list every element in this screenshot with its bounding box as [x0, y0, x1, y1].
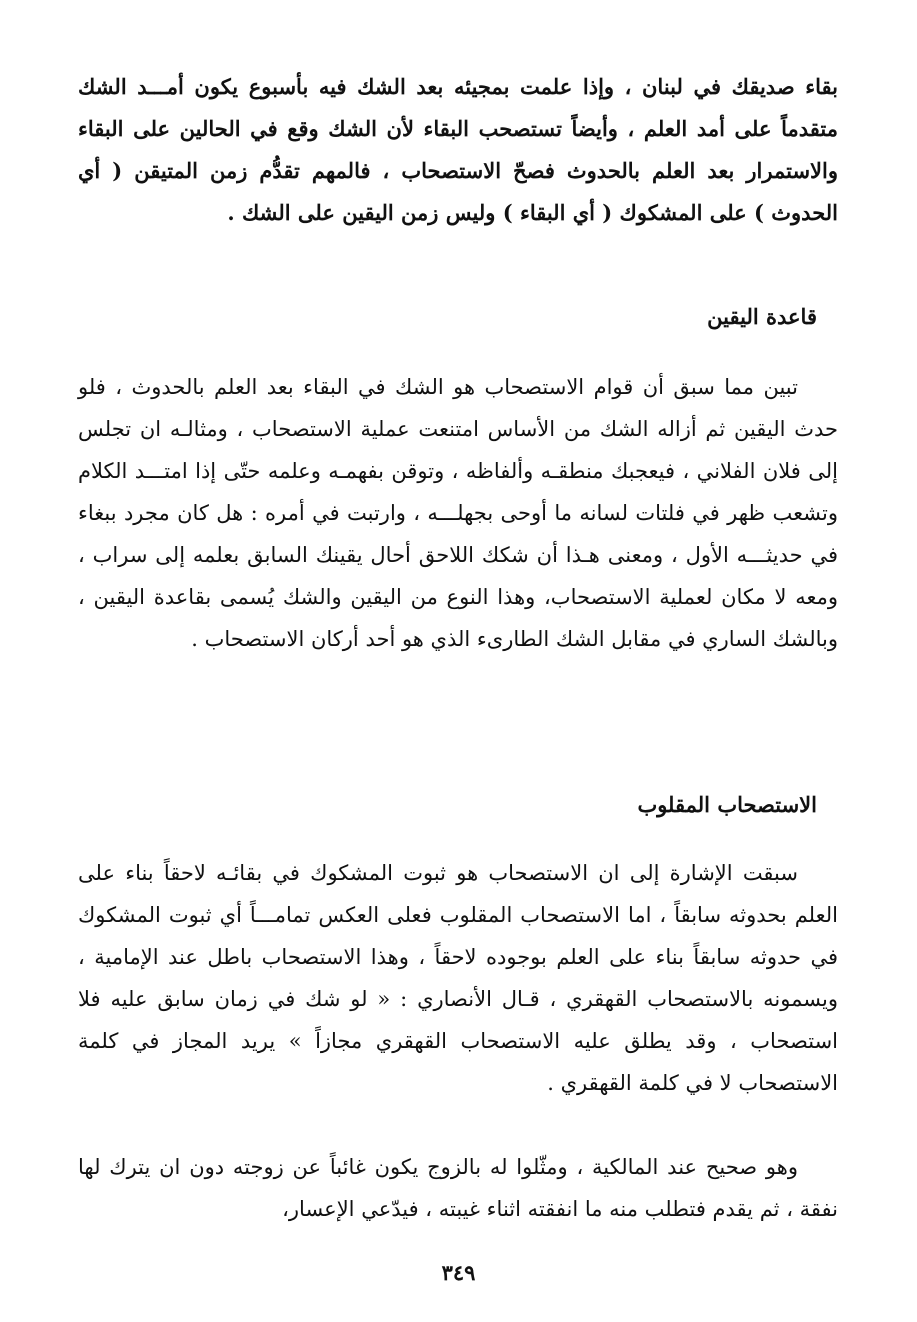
section-heading-inverted-istishab: الاستصحاب المقلوب [637, 792, 817, 817]
paragraph-certainty-rule: تبين مما سبق أن قوام الاستصحاب هو الشك في البقاء بعد العلم بالحدوث ، فلو حدث اليقين ثم أزاله الشك من الأساس امتنعت عملية الاستصحاب ، ومثالـه ان تجلس إلى فلان الفلاني ، فيعجبك منطقـه وألفاظه ، وتوقن بفهمـه وعلمه حتّى إذا امتـــد الكلام وتشعب ظهر في فلتات لسانه ما أوحى بجهلـــه ، وارتبت في أمره : هل كان مجرد ببغاء في حديثـــه الأول ، ومعنى هـذا أن شكك اللاحق أحال يقينك السابق بعلمه إلى سراب ، ومعه لا مكان لعملية الاستصحاب، وهذا النوع من اليقين والشك يُسمى بقاعدة اليقين ، وبالشك الساري في مقابل الشك الطارىء الذي هو أحد أركان الاستصحاب . [78, 375, 838, 651]
paragraph-inverted-istishab: سبقت الإشارة إلى ان الاستصحاب هو ثبوت المشكوك في بقائـه لاحقاً بناء على العلم بحدوثه سابقاً ، اما الاستصحاب المقلوب فعلى العكس تمامـــاً أي ثبوت المشكوك في حدوثه سابقاً بناء على العلم بوجوده لاحقاً ، وهذا الاستصحاب باطل عند الإمامية ، ويسمونه بالاستصحاب القهقري ، قـال الأنصاري : « لو شك في زمان سابق عليه فلا استصحاب ، وقد يطلق عليه الاستصحاب القهقري مجازاً » يريد المجاز في كلمة الاستصحاب لا في كلمة القهقري . [78, 861, 838, 1095]
page-number: ٣٤٩ [441, 1260, 476, 1285]
paragraph-maliki-view: وهو صحيح عند المالكية ، ومثّلوا له بالزوج يكون غائباً عن زوجته دون ان يترك لها نفقة ، ثم يقدم فتطلب منه ما انفقته اثناء غيبته ، فيدّعي الإعسار، [78, 1155, 838, 1221]
paragraph-continuation: بقاء صديقك في لبنان ، وإذا علمت بمجيئه بعد الشك فيه بأسبوع يكون أمـــد الشك متقدماً على أمد العلم ، وأيضاً تستصحب البقاء لأن الشك وقع في الحالين على البقاء والاستمرار بعد العلم بالحدوث فصحّ الاستصحاب ، فالمهم تقدُّم زمن المتيقن ( أي الحدوث ) على المشكوك ( أي البقاء ) وليس زمن اليقين على الشك . [78, 74, 838, 225]
section-heading-certainty-rule: قاعدة اليقين [707, 304, 817, 329]
